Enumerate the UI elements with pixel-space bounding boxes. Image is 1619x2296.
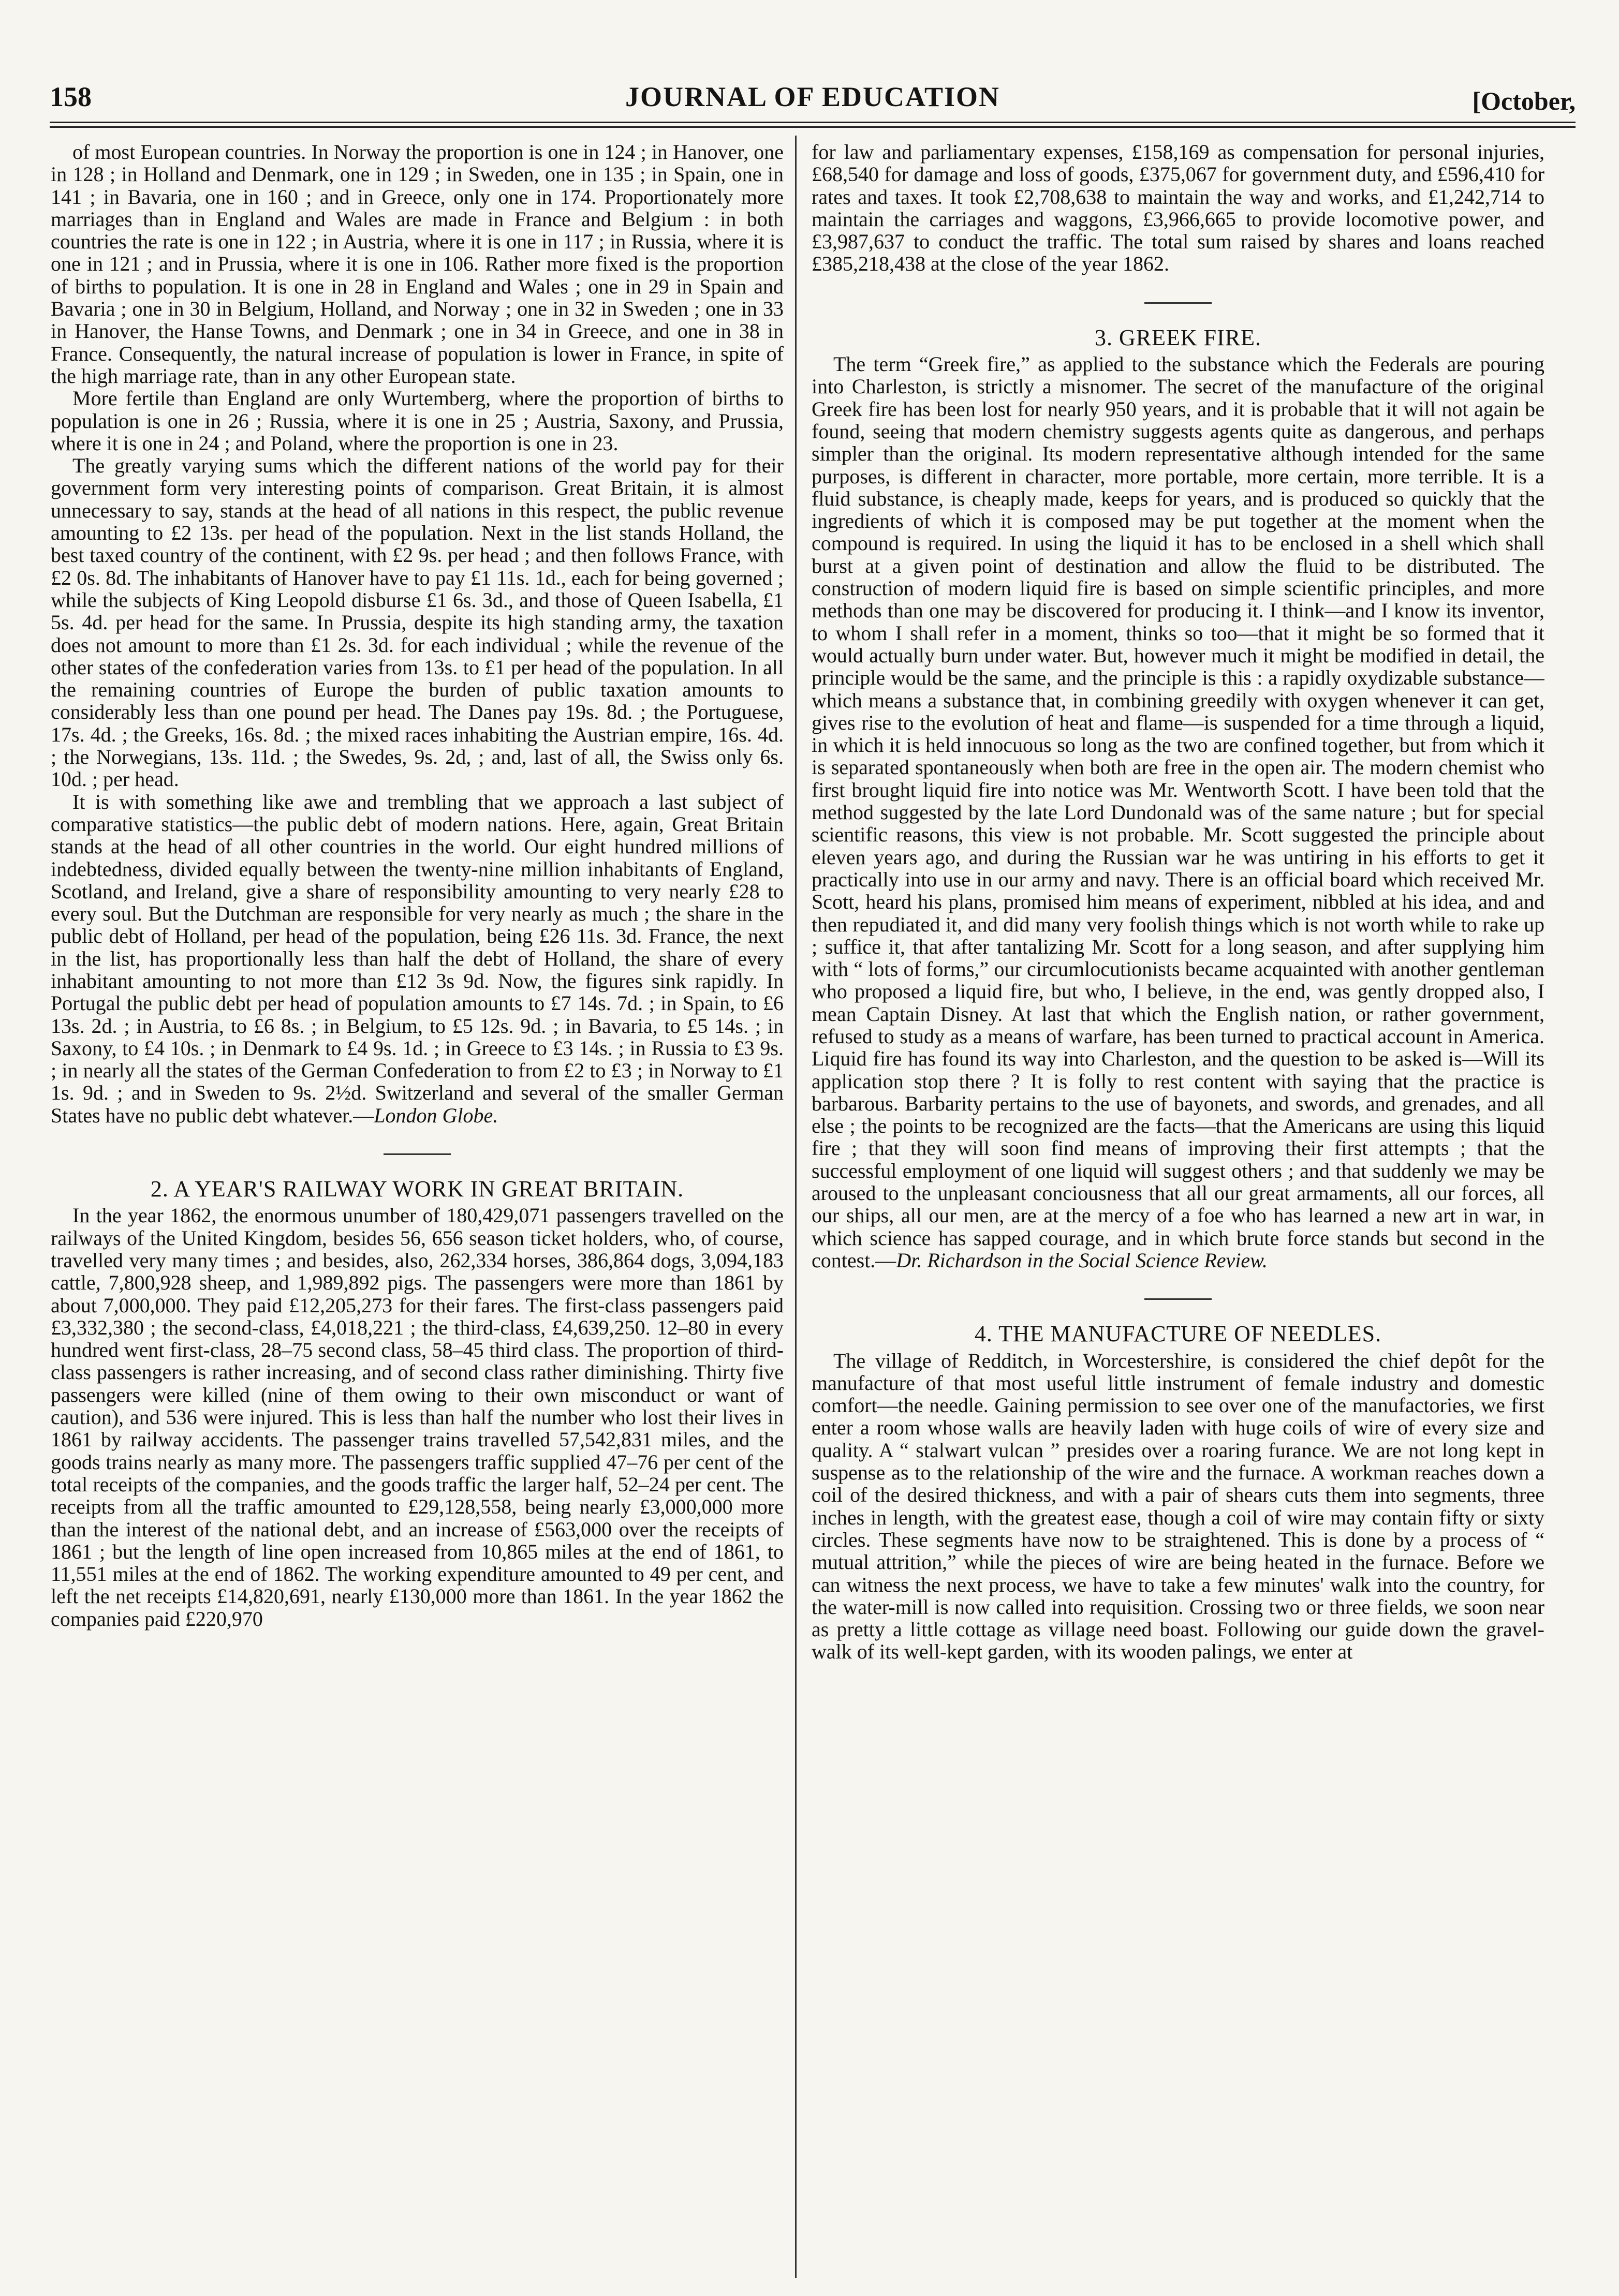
paragraph <box>51 791 784 1127</box>
source-attribution: London Globe. <box>374 1103 498 1127</box>
left-column <box>51 141 784 2273</box>
section-heading: 4. THE MANUFACTURE OF NEEDLES. <box>974 1321 1382 1347</box>
paragraph: More fertile than England are only Wurtemberg, where the proportion of births to population is one in 26 ; Russia, where it is one in 25 ; Austria, Saxony, and Prussia, where it is one in 24 ; and Poland, where the proportion is one in 23. <box>51 387 784 455</box>
running-month: [October, <box>1472 86 1576 115</box>
running-title: JOURNAL OF EDUCATION <box>625 81 1000 112</box>
section-separator <box>1144 1298 1212 1300</box>
paragraph: In the year 1862, the enormous unumber of 180,429,071 passengers travelled on the railways of the United Kingdom, besides 56, 656 season ticket holders, who, of course, travelled very many times ; and besides, also, 262,334 horses, 386,864 dogs, 3,094,183 cattle, 7,800,928 sheep, and 1,989,892 pigs. The passengers were more than 1861 by about 7,000,000. They paid £12,205,273 for their fares. The first-class passengers paid £3,332,380 ; the second-class, £4,018,221 ; the third-class, £4,639,250. 12–80 in every hundred went first-class, 28–75 second class, 58–45 third class. The proportion of third-class passengers is rather increasing, and of second class rather diminishing. Thirty five passengers were killed (nine of them owing to their own misconduct or want of caution), and 536 were injured. This is less than half the number who lost their lives in 1861 by railway accidents. The passenger trains travelled 57,542,831 miles, and the goods trains nearly as many more. The passengers traffic supplied 47–76 per cent of the total receipts of the companies, and the goods traffic the larger half, 52–24 per cent. The receipts from all the traffic amounted to £29,128,558, being nearly £3,000,000 more than the interest of the national debt, and an increase of £563,000 over the receipts of 1861 ; but the length of line open increased from 10,865 miles at the end of 1861, to 11,551 miles at the end of 1862. The working expenditure amounted to 49 per cent, and left the net receipts £14,820,691, nearly £130,000 more than 1861. In the year 1862 the companies paid £220,970 <box>51 1204 784 1631</box>
column-divider <box>795 136 797 2278</box>
source-attribution: Dr. Richardson in the Social Science Review. <box>896 1248 1268 1272</box>
paragraph-text: The term “Greek fire,” as applied to the substance which the Federals are pouring into Charleston, is strictly a misnomer. The secret of the manufacture of the original Greek fire has been lost for nearly 950 years, and it is probable that it will not again be found, seeing that modern chemistry suggests agents quite as dangerous, and perhaps simpler than the original. Its modern representative although intended for the same purposes, is different in character, more portable, more certain, more terrible. It is a fluid substance, is cheaply made, keeps for years, and is produced so quickly that the ingredients of which it is composed may be put together at the moment when the compound is required. In using the liquid it has to be enclosed in a shell which shall burst at a given point of destination and allow the fluid to be distributed. The construction of modern liquid fire is based on simple scientific principles, and more methods than one may be discovered for producing it. I think—and I know its inventor, to whom I shall refer in a moment, thinks so too—that it might be so formed that it would actually burn under water. But, however much it might be modified in detail, the principle would be the same, and the principle is this : a rapidly oxydizable substance—which means a substance that, in combining greedily with oxygen whenever it can get, gives rise to the evolution of heat and flame—is suspended for a time through a liquid, in which it is held innocuous so long as the two are confined together, but from which it is separated spontaneously when both are free in the open air. The modern chemist who first brought liquid fire into notice was Mr. Wentworth Scott. I have been told that the method suggested by the late Lord Dundonald was of the same nature ; but for special scientific reasons, this view is not probable. Mr. Scott suggested the principle about eleven years ago, and during the Russian war he was untiring in his efforts to get it practically into use in our army and navy. There is an official board which received Mr. Scott, heard his plans, promised him means of experiment, nibbled at his idea, and and then repudiated it, and did many very foolish things which is not worth while to rake up ; suffice it, that after tantalizing Mr. Scott for a long season, and after supplying him with “ lots of forms,” our circumlocutionists became acquainted with another gentleman who proposed a liquid fire, but who, I believe, in the end, was gently dropped also, I mean Captain Disney. At last that which the English nation, or rather government, refused to study as a means of warfare, has been turned to practical account in America. Liquid fire has found its way into Charleston, and the question to be asked is—Will its application stop there ? It is folly to rest content with saying that the practice is barbarous. Barbarity pertains to the use of bayonets, and swords, and grenades, and all else ; the points to be recognized are the facts—that the Americans are using this liquid fire ; that they will soon find means of improving their first attempts ; that the successful employment of one liquid will suggest others ; and that suddenly we may be aroused to the unpleasant conciousness that all our great armaments, all our forces, all our ships, all our men, are at the mercy of a foe who has learned a new art in war, in which science has sapped courage, and in which brute force stands but second in the contest.— <box>812 352 1544 1272</box>
page-header <box>50 79 1576 116</box>
right-column <box>812 141 1544 2273</box>
section-heading: 3. GREEK FIRE. <box>1095 324 1261 350</box>
page-number: 158 <box>50 81 92 112</box>
section-separator <box>1144 302 1212 304</box>
section-heading: 2. A YEAR'S RAILWAY WORK IN GREAT BRITAIN. <box>150 1176 684 1202</box>
paragraph: The village of Redditch, in Worcestershire, is considered the chief depôt for the manufacture of that most useful little instrument of female industry and domestic comfort—the needle. Gaining permission to see over one of the manufactories, we first enter a room whose walls are heavily laden with huge coils of wire of every size and quality. A “ stalwart vulcan ” presides over a roaring furance. We are not long kept in suspense as to the relationship of the wire and the furnace. A workman reaches down a coil of the desired thickness, and with a pair of shears cuts them into segments, three inches in length, with the greatest ease, though a coil of wire may contain fifty or sixty circles. These segments have now to be straightened. This is done by a process of “ mutual attrition,” while the pieces of wire are being heated in the furnace. Before we can witness the next process, we have to take a few minutes' walk into the country, for the water-mill is now called into requisition. Crossing two or three fields, we soon near as pretty a little cottage as village need boast. Following our guide down the gravel-walk of its well-kept garden, with its wooden palings, we enter at <box>812 1349 1544 1664</box>
paragraph: The greatly varying sums which the different nations of the world pay for their government form very interesting points of comparison. Great Britain, it is almost unnecessary to say, stands at the head of all nations in this respect, the public revenue amounting to £2 13s. per head of the population. Next in the list stands Holland, the best taxed country of the continent, with £2 9s. per head ; and then follows France, with £2 0s. 8d. The inhabitants of Hanover have to pay £1 11s. 1d., each for being governed ; while the subjects of King Leopold disburse £1 6s. 3d., and those of Queen Isabella, £1 5s. 4d. per head for the same. In Prussia, despite its high standing army, the taxation does not amount to more than £1 2s. 3d. for each individual ; while the revenue of the other states of the confederation varies from 13s. to £1 per head of the population. In all the remaining countries of Europe the burden of public taxation amounts to considerably less than one pound per head. The Danes pay 19s. 8d. ; the Portuguese, 17s. 4d. ; the Greeks, 16s. 8d. ; the mixed races inhabiting the Austrian empire, 16s. 4d. ; the Norwegians, 13s. 11d. ; the Swedes, 9s. 2d, ; and, last of all, the Swiss only 6s. 10d. ; per head. <box>51 454 784 791</box>
paragraph <box>812 353 1544 1271</box>
paragraph-text: It is with something like awe and trembling that we approach a last subject of comparative statistics—the public debt of modern nations. Here, again, Great Britain stands at the head of all other countries in the world. Our eight hundred millions of indebtedness, divided equally between the twenty-nine million inhabitants of England, Scotland, and Ireland, give a share of responsibility amounting to very nearly £28 to every soul. But the Dutchman are responsible for very nearly as much ; the share in the public debt of Holland, per head of the population, being £26 11s. 3d. France, the next in the list, has proportionally less than half the debt of Holland, the share of every inhabitant amounting to not more than £12 3s 9d. Now, the figures sink rapidly. In Portugal the public debt per head of population amounts to £7 14s. 7d. ; in Spain, to £6 13s. 2d. ; in Austria, to £6 8s. ; in Belgium, to £5 12s. 9d. ; in Bavaria, to £5 14s. ; in Saxony, to £4 10s. ; in Denmark to £4 9s. 1d. ; in Greece to £3 14s. ; in Russia to £3 9s. ; in nearly all the states of the German Confederation to from £2 to £3 ; in Norway to £1 1s. 9d. ; and in Sweden to 9s. 2½d. Switzerland and several of the smaller German States have no public debt whatever.— <box>51 790 784 1127</box>
paragraph: for law and parliamentary expenses, £158,169 as compensation for personal injuries, £68,540 for damage and loss of goods, £375,067 for government duty, and £596,410 for rates and taxes. It took £2,708,638 to maintain the way and works, and £1,242,714 to maintain the carriages and waggons, £3,966,665 to provide locomotive power, and £3,987,637 to conduct the traffic. The total sum raised by shares and loans reached £385,218,438 at the close of the year 1862. <box>812 141 1544 276</box>
section-separator <box>384 1153 451 1155</box>
paragraph: of most European countries. In Norway the proportion is one in 124 ; in Hanover, one in 128 ; in Holland and Denmark, one in 129 ; in Sweden, one in 135 ; in Spain, one in 141 ; in Bavaria, one in 160 ; and in Greece, only one in 174. Proportionately more marriages than in England and Wales are made in France and Belgium : in both countries the rate is one in 122 ; in Austria, where it is one in 117 ; in Russia, where it is one in 121 ; and in Prussia, where it is one in 106. Rather more fixed is the proportion of births to population. It is one in 28 in England and Wales ; one in 29 in Spain and Bavaria ; one in 30 in Belgium, Holland, and Norway ; one in 32 in Sweden ; one in 33 in Hanover, the Hanse Towns, and Denmark ; one in 34 in Greece, and one in 38 in France. Consequently, the natural increase of population is lower in France, in spite of the high marriage rate, than in any other European state. <box>51 141 784 388</box>
header-rule <box>50 122 1576 128</box>
